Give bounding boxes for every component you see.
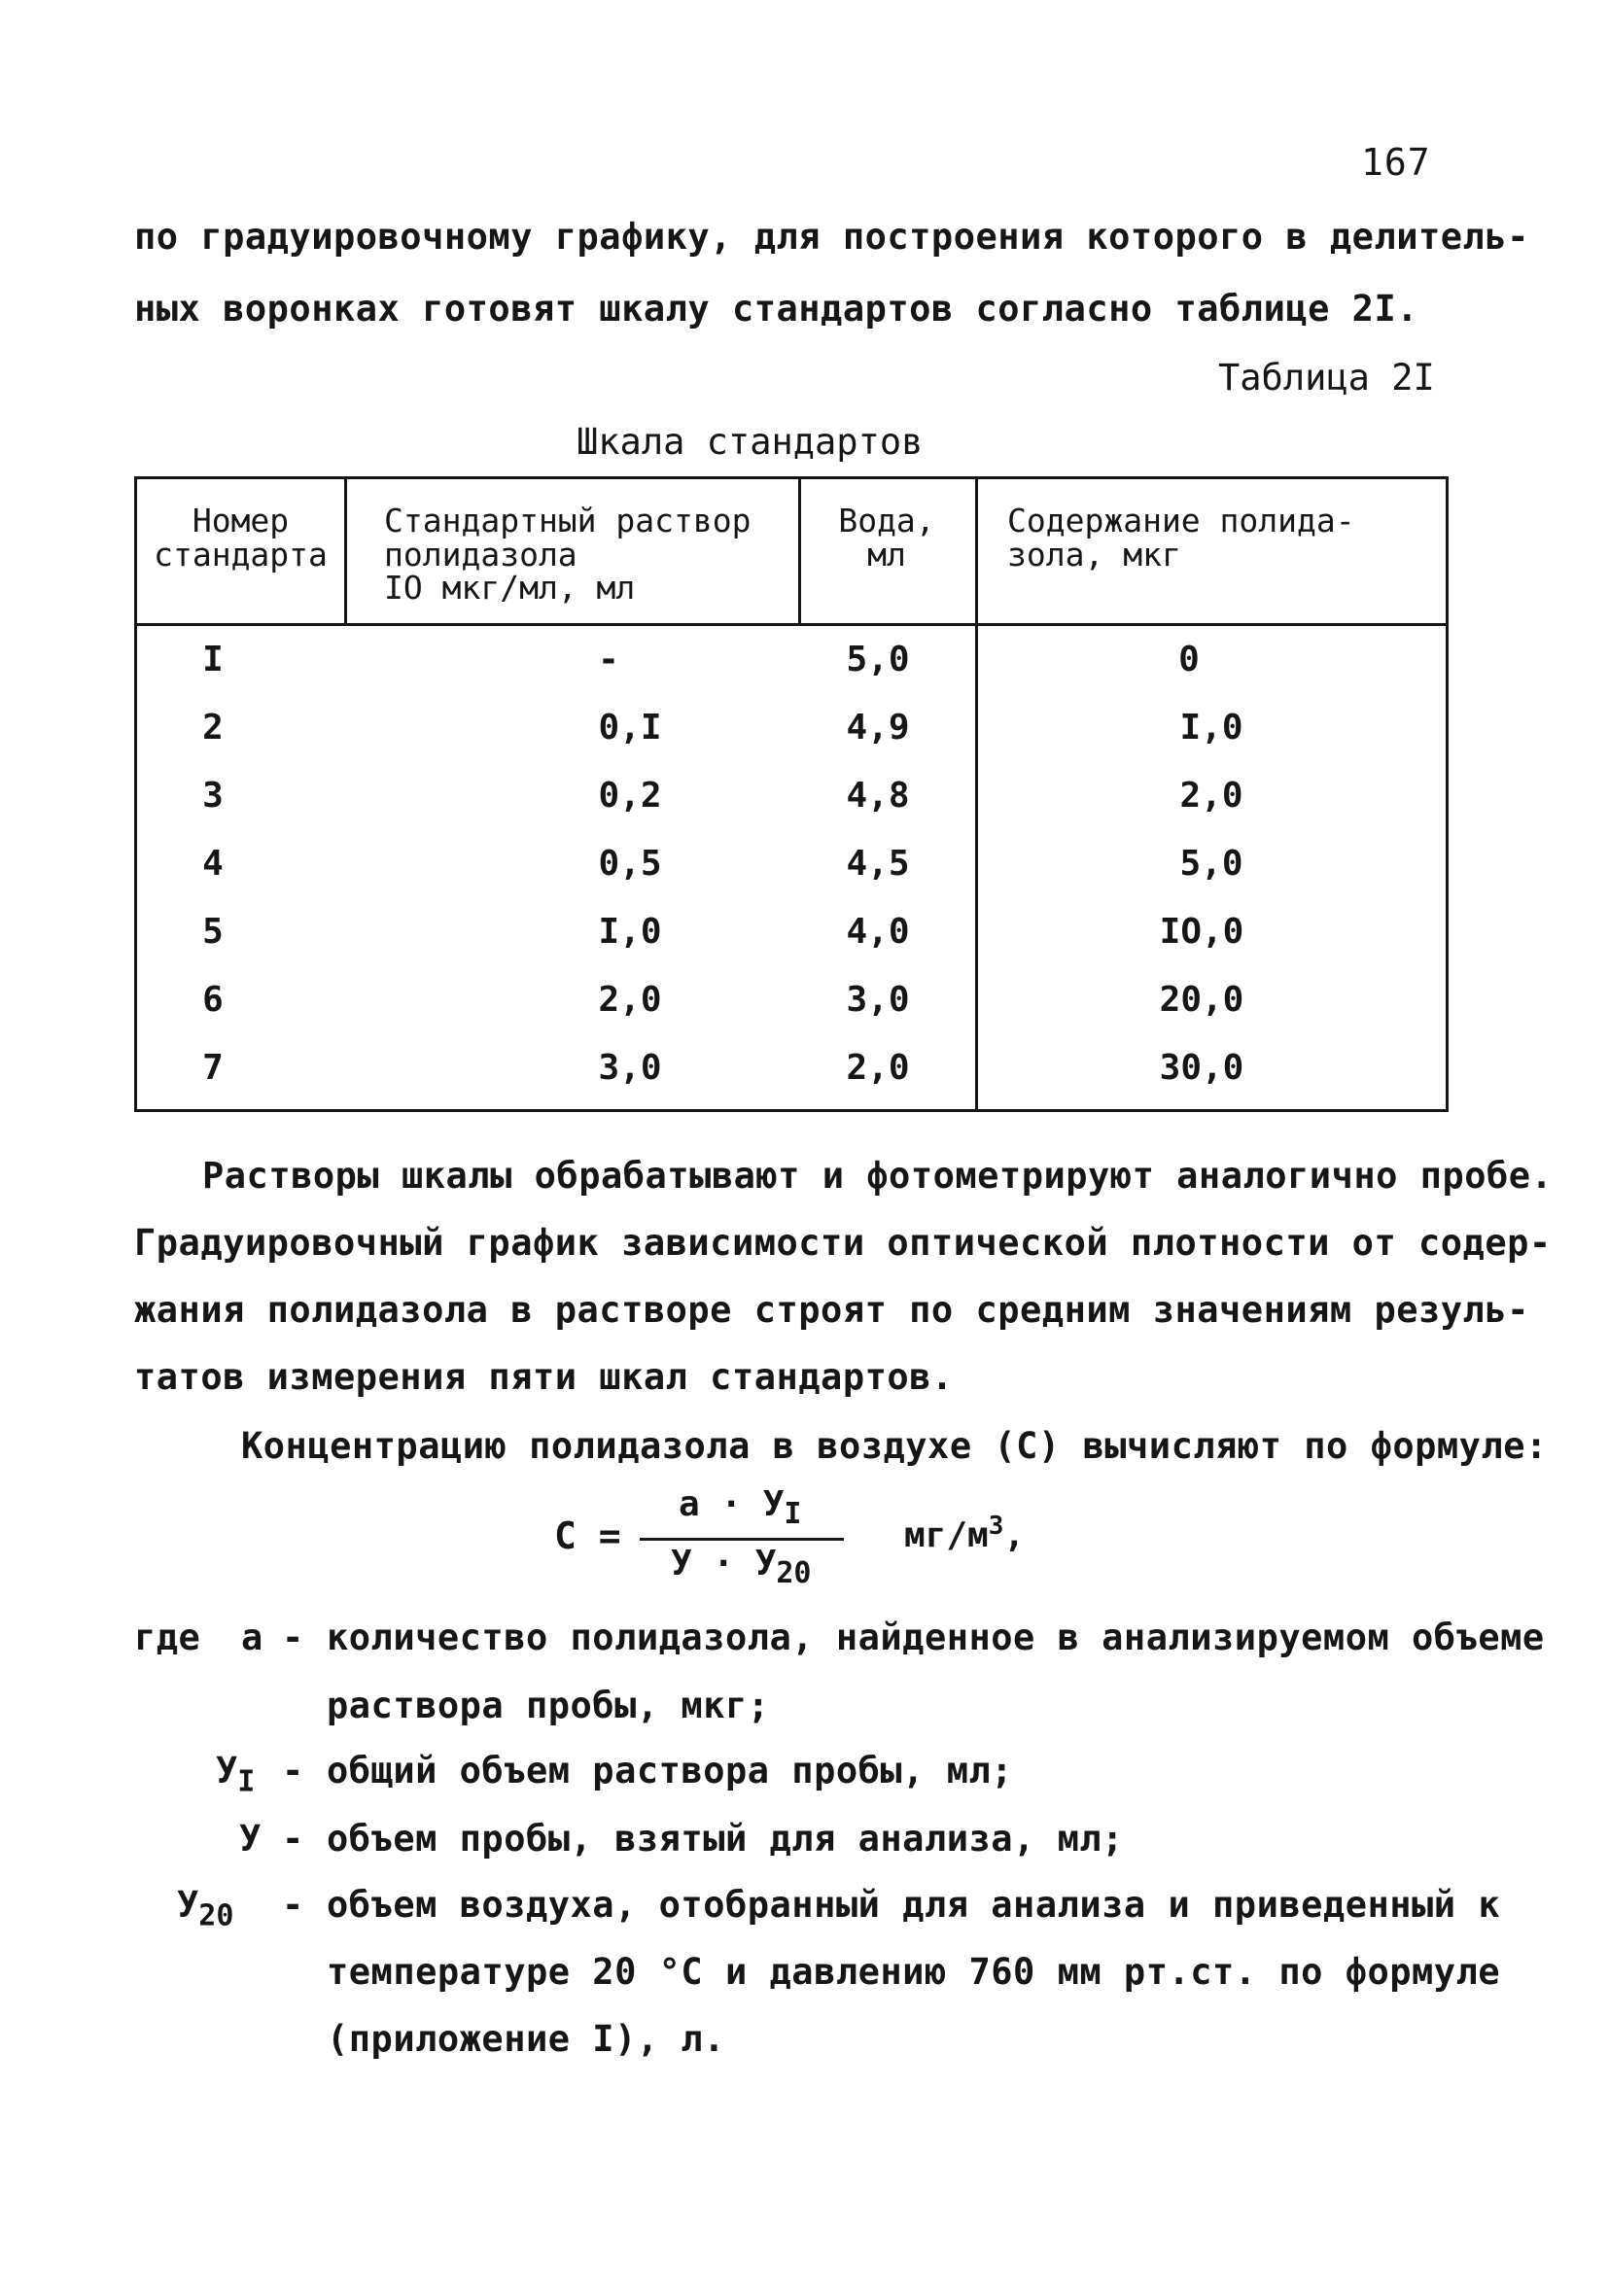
table-cell: 4,0	[846, 912, 910, 952]
table-label: Таблица 2I	[1218, 357, 1435, 399]
table-cell: 2	[202, 708, 224, 748]
table-cell: 2,0	[598, 980, 662, 1020]
header-number: Номер стандарта	[154, 502, 328, 574]
table-cell: 4	[202, 844, 224, 884]
numerator-text: а · У	[679, 1484, 785, 1524]
table-cell: 5,0	[1179, 844, 1243, 884]
legend-dash: -	[282, 1617, 304, 1658]
header-divider	[137, 623, 1446, 626]
units-text: мг/м	[904, 1515, 989, 1555]
formula-denominator	[671, 1544, 812, 1590]
legend-v20-line-2: температуре 20 °С и давлению 760 мм рт.ст. по формуле	[327, 1951, 1501, 1993]
legend-v1-text: общий объем раствора пробы, мл;	[327, 1750, 1014, 1792]
legend-where: где	[134, 1617, 201, 1658]
intro-line-1: по градуировочному графику, для построения которого в делитель-	[134, 216, 1529, 258]
legend-v20-line-1: объем воздуха, отобранный для анализа и приведенный к	[327, 1884, 1501, 1926]
v20-sub: 20	[198, 1898, 234, 1933]
table-cell: 4,5	[846, 844, 910, 884]
table-cell: 3,0	[846, 980, 910, 1020]
legend-v-text: объем пробы, взятый для анализа, мл;	[327, 1818, 1124, 1860]
units-sup: 3	[988, 1512, 1004, 1541]
formula-intro: Концентрацию полидазола в воздухе (С) вычисляют по формуле:	[241, 1425, 1548, 1467]
formula-units	[904, 1512, 1025, 1555]
table-cell: 3,0	[598, 1048, 662, 1088]
table-cell: 0,I	[598, 708, 662, 748]
legend-dash: -	[282, 1884, 304, 1926]
header-water: Вода, мл	[838, 502, 935, 574]
fraction-bar	[640, 1538, 844, 1541]
table-cell: 4,9	[846, 708, 910, 748]
column-divider	[344, 479, 347, 623]
intro-line-2: ных воронках готовят шкалу стандартов согласно таблице 2I.	[134, 288, 1419, 330]
paragraph-line-3: жания полидазола в растворе строят по средним значениям резуль-	[134, 1289, 1529, 1331]
legend-dash: -	[282, 1818, 304, 1860]
denominator-sub: 20	[776, 1556, 812, 1591]
legend-a-line-2: раствора пробы, мкг;	[327, 1685, 770, 1726]
legend-v20-symbol	[177, 1884, 233, 1932]
formula-lhs: С =	[554, 1514, 621, 1557]
table-cell: I,0	[1179, 708, 1243, 748]
header-content: Содержание полида- зола, мкг	[1007, 502, 1355, 574]
numerator-sub: I	[784, 1497, 802, 1532]
table-cell: I,0	[598, 912, 662, 952]
table-title: Шкала стандартов	[577, 421, 924, 463]
legend-v20-line-3: (приложение I), л.	[327, 2018, 725, 2060]
header-standard-solution: Стандартный раствор полидазола IO мкг/мл, мл	[384, 502, 752, 608]
v1-letter: У	[216, 1750, 238, 1792]
concentration-formula	[554, 1482, 1079, 1609]
legend-dash: -	[282, 1750, 304, 1792]
table-cell: 7	[202, 1048, 224, 1088]
table-cell: IO,0	[1159, 912, 1244, 952]
table-cell: 0,5	[598, 844, 662, 884]
table-cell: 5,0	[846, 640, 910, 679]
table-cell: 3	[202, 776, 224, 816]
legend-a-symbol: а	[241, 1617, 263, 1658]
denominator-text: У · У	[671, 1544, 777, 1583]
table-cell: 0	[1178, 640, 1200, 679]
table-cell: -	[598, 640, 619, 679]
table-cell: 0,2	[598, 776, 662, 816]
legend-v-symbol	[239, 1818, 261, 1860]
page-number: 167	[1361, 141, 1431, 184]
table-cell: 2,0	[1179, 776, 1243, 816]
table-cell: I	[202, 640, 224, 679]
legend-a-line-1: количество полидазола, найденное в анализируемом объеме	[327, 1617, 1545, 1658]
paragraph-line-4: татов измерения пяти шкал стандартов.	[134, 1356, 954, 1398]
column-divider	[975, 479, 978, 1109]
table-cell: 4,8	[846, 776, 910, 816]
table-cell: 5	[202, 912, 224, 952]
v-letter: У	[239, 1818, 262, 1860]
v20-letter: У	[177, 1884, 199, 1926]
standards-table	[134, 476, 1449, 1112]
v1-sub: I	[237, 1764, 256, 1799]
formula-numerator	[679, 1484, 801, 1531]
paragraph-line-2: Градуировочный график зависимости оптической плотности от содер-	[134, 1222, 1552, 1264]
legend-v1-symbol	[216, 1750, 255, 1798]
units-trail: ,	[1003, 1515, 1026, 1555]
table-cell: 6	[202, 980, 224, 1020]
paragraph-line-1: Растворы шкалы обрабатывают и фотометрируют аналогично пробе.	[202, 1155, 1554, 1197]
table-cell: 20,0	[1159, 980, 1244, 1020]
table-cell: 2,0	[846, 1048, 910, 1088]
table-cell: 30,0	[1159, 1048, 1244, 1088]
